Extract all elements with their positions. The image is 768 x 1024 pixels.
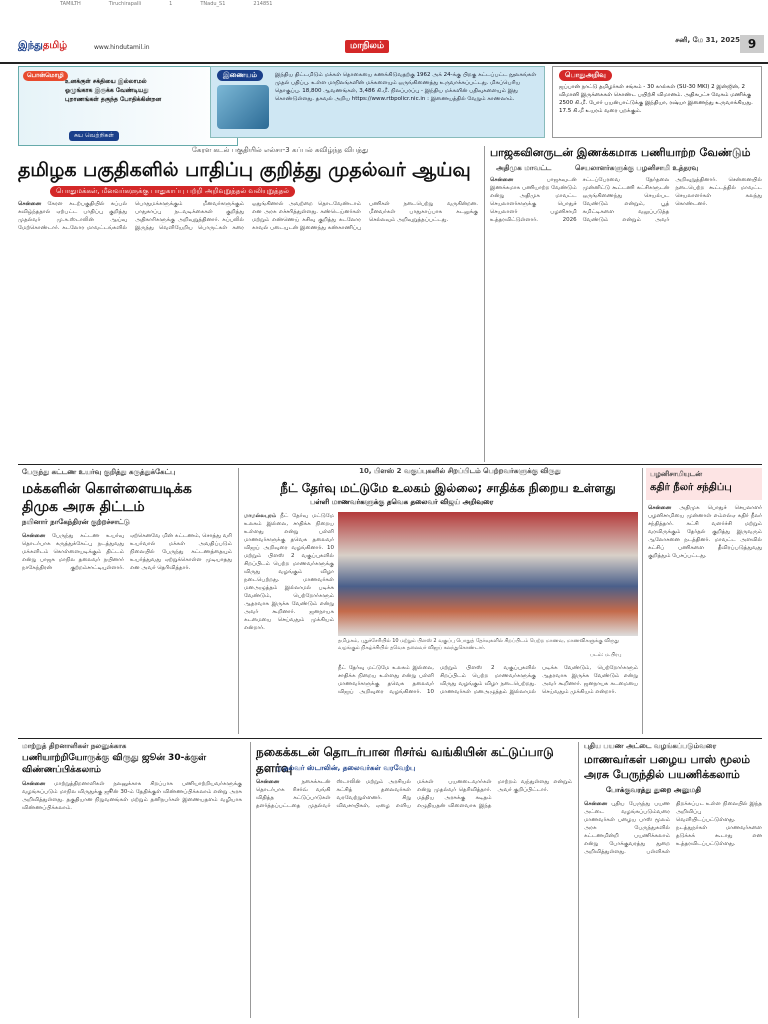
center-text-continued: நீட் தேர்வு மட்டுமே உலகம் இல்லை, சாதிக்க நிறைய உள்ளது என்று பள்ளி மாணவர்களுக்கு தவெக தலைவர் விஜய் அறிவுரை வழங்கினார். 10 மற்றும் பிளஸ் 2 வகுப்புகளில் சிறப்பிடம் பெற்ற மாணவர்களுக்கு விருது வழங்கும் விழா நடைபெற்றது. மாணவர்கள் மனஅழுத்தம் இல்லாமல் படிக்க வேண்டும், பெற்றோர்களும் ஆதரவாக இருக்க வேண்டும் என்று அவர் கூறினார். ஜனநாயக கடமையை செய்வதும் முக்கியம் என்றார்.: [338, 665, 638, 695]
right-top-text: பாஜகவுடன் இணக்கமாக பணியாற்ற வேண்டும் என்று அதிமுக மாவட்ட செயலாளர்களுக்கு பொதுச் செயலாளர் பழனிசாமி உத்தரவிட்டுள்ளார். 2026 சட்டப்பேரவை தேர்தலை முன்னிட்டு கூட்டணி கட்சிகளுடன் ஒருங்கிணைந்து செயல்பட வேண்டும் என்றும், பூத் கமிட்டிகளை வலுப்படுத்த வேண்டும் என்றும் அவர் அறிவுறுத்தினார். சென்னையில் நடைபெற்ற கூட்டத்தில் மாவட்ட செயலாளர்கள் கலந்து கொண்டனர்.: [490, 177, 762, 223]
page-number: 9: [740, 35, 764, 53]
bottom-right-text: புதிய பேருந்து பயண அட்டை வழங்கப்படும்வரை மாணவர்கள் பழைய பாஸ் மூலம் அரசு பேருந்துகளில் கட்டணமின்றி பயணிக்கலாம் என்று போக்குவரத்து துறை அறிவித்துள்ளது. பள்ளிகள் திறக்கப்பட உள்ள நிலையில் இந்த அறிவிப்பு வெளியிடப்பட்டுள்ளது. நடத்துநர்கள் மாணவர்களை தடுக்கக் கூடாது என உத்தரவிடப்பட்டுள்ளது.: [584, 801, 762, 855]
section-divider: [18, 464, 762, 465]
bottom-center-headline: நகைக்கடன் தொடர்பான ரிசர்வ் வங்கியின் கட்டுப்பாடு தளர்வு: [256, 745, 554, 775]
column-divider: [484, 146, 485, 462]
bottom-right-kicker: புதிய பயண அட்டை வழங்கப்படும்வரை: [584, 742, 717, 750]
slug-item: 214851: [253, 1, 273, 7]
right-mid-dateline: சென்னை: [648, 505, 672, 511]
lead-text: கேரள கடற்பகுதியில் கப்பல் கவிழ்ந்ததால் ஏற்பட்ட பாதிப்பு குறித்து முதல்வர் மு.க.ஸ்டாலின் ஆய்வு மேற்கொண்டார். கடலோர மாவட்டங்களில் பொதுமக்களுக்கும் மீனவர்களுக்கும் பாதுகாப்பு நடவடிக்கைகள் குறித்து அதிகாரிகளுக்கு அறிவுறுத்தினார். கப்பலில் இருந்து வெளியேறிய பொருட்கள் கரை ஒதுங்கினால் அவற்றை தொடவேண்டாம் என அரசு எச்சரித்துள்ளது. கண்டெய்னர்கள் மற்றும் எண்ணெய் கசிவு குறித்து கடலோர காவல் படையுடன் இணைந்து கண்காணிப்பு பணிகள் நடைபெற்று வருகின்றன. மீனவர்கள் பாதுகாப்பாக கடலுக்கு செல்லவும் அறிவுறுத்தப்பட்டது.: [18, 201, 478, 231]
quote-text: உனக்குள் சக்தியை இல்லாமல் ஓழுங்காக இருக்க வேண்டியது புறாணங்கள் தகுந்த போதிக்கின்றன: [65, 78, 162, 103]
slug-item: Tiruchirapalli: [108, 1, 142, 7]
column-divider: [578, 742, 579, 1018]
center-kicker: 10, பிளஸ் 2 வகுப்புகளில் சிறப்பிடம் பெற்றவர்களுக்கு விருது: [359, 467, 561, 475]
gk-box-title: பொதுஅறிவு: [559, 70, 612, 81]
center-headline: நீட் தேர்வு மட்டுமே உலகம் இல்லை; சாதிக்க நிறைய உள்ளது: [280, 481, 616, 495]
right-top-kicker-a: அதிமுக மாவட்ட: [496, 164, 552, 172]
bottom-center-text: நகைக்கடன் தொடர்பாக ரிசர்வ் வங்கி விதித்த கட்டுப்பாடுகள் தளர்த்தப்பட்டதை முதல்வர் ஸ்டாலின் மற்றும் அரசியல் கட்சித் தலைவர்கள் வரவேற்றுள்ளனர். சிறு விவசாயிகள், ஏழை எளிய மக்கள் பயனடைவார்கள் என்று முதல்வர் தெரிவித்தார். மத்திய அரசுக்கு கடிதம் எழுதியதன் விளைவாக இந்த மாற்றம் வந்துள்ளது என்றும் அவர் குறிப்பிட்டார்.: [256, 779, 572, 809]
website-illustration: [217, 85, 269, 129]
right-mid-headline: கதிர் நீலர் சந்திப்பு: [650, 482, 732, 493]
center-subheadline: பள்ளி மாணவர்களுக்கு தவெக தலைவர் விஜய் அறிவுரை: [310, 498, 494, 506]
issue-date: சனி, மே 31, 2025: [675, 36, 740, 44]
photo-credit: படம்: ம.பிரபு: [590, 652, 622, 658]
left-mid-kicker: பேருந்து கட்டண உயர்வு குறித்து கருத்துக்கேட்பு: [22, 468, 176, 476]
section-label: மாநிலம்: [345, 40, 389, 53]
slug-item: TNadu_S1: [200, 1, 226, 7]
photo-caption: தமிழகம், புதுச்சேரியில் 10 மற்றும் பிளஸ் 2 வகுப்பு பொதுத் தேர்வுகளில் சிறப்பிடம் பெற்ற மாணவ, மாணவிகளுக்கு விருது வழங்கும் நிகழ்ச்சியில் தவெக தலைவர் விஜய் கலந்துகொண்டார்.: [338, 638, 619, 651]
left-mid-dateline: சென்னை: [22, 533, 46, 539]
gk-box-text: ஜப்பான் நாட்டு தமிழர்கள் சங்கம் - 30 கால்கள் (SU-30 MKI) 2 இன்ஜின், 2 விமானி இருக்கைகள் கொண்ட பயிற்சி விமானம். அதிகபட்ச வேகம் மணிக்கு 2500 கி.மீ. போர் பயன்பாட்டுக்கு இந்தியா, ரஷ்யா இணைந்து உருவாக்கியது. 17.5 கி.மீ உயரம் வரை பறக்கும்.: [559, 84, 753, 114]
center-body-lead: [244, 512, 334, 738]
bottom-right-body: [584, 800, 762, 1016]
center-text: நீட் தேர்வு மட்டுமே உலகம் இல்லை, சாதிக்க நிறைய உள்ளது என்று பள்ளி மாணவர்களுக்கு தவெக தலைவர் விஜய் அறிவுரை வழங்கினார். 10 மற்றும் பிளஸ் 2 வகுப்புகளில் சிறப்பிடம் பெற்ற மாணவர்களுக்கு விருது வழங்கும் விழா நடைபெற்றது. மாணவர்கள் மனஅழுத்தம் இல்லாமல் படிக்க வேண்டும், பெற்றோர்களும் ஆதரவாக இருக்க வேண்டும் என்று அவர் கூறினார். ஜனநாயக கடமையை செய்வதும் முக்கியம் என்றார்.: [244, 513, 334, 631]
lead-subheadline: பொதுமக்கள், மீனவர்களுக்கு பாதுகாப்பு பற்றி அறிவுறுத்தல் வலியுறுத்தல்: [50, 186, 295, 197]
lead-dateline: சென்னை: [18, 201, 42, 207]
left-mid-body: [22, 532, 232, 732]
bottom-left-body: [22, 780, 242, 1016]
right-mid-text: அதிமுக பொதுச் செயலாளர் பழனிசாமியை முன்னாள் எம்எல்ஏ கதிர் நீலர் சந்தித்தார். கட்சி வளர்ச்சி மற்றும் வரவிருக்கும் தேர்தல் குறித்து இருவரும் ஆலோசனை நடத்தினர். மாவட்ட அளவில் கட்சிப் பணிகளை தீவிரப்படுத்துவது குறித்தும் பேசப்பட்டது.: [648, 505, 762, 559]
internet-info-box: [210, 66, 545, 138]
bottom-left-dateline: சென்னை: [22, 781, 46, 787]
column-divider: [238, 468, 239, 734]
section-divider: [18, 738, 762, 739]
column-divider: [642, 468, 643, 734]
slug-item: TAMILTH: [60, 1, 81, 7]
bottom-center-subheadline: முதல்வர் ஸ்டாலின், தலைவர்கள் வரவேற்பு: [276, 764, 416, 772]
internet-box-text: இந்திய திட்டமிடும் மக்கள் தொகையை கணக்கிடுவதற்கு 1962 அக் 24-க்கு பிறகு கட்டப்பட்ட நூலகங்கள் முதல் பதிப்பு. உள்ள மாநிலங்களின் மக்களையும் ஒருங்கிணைத்து உருவாக்கப்பட்டது. மிகப்பெரிய தொகுப்பு. 18,800 ஆவணங்கள், 3,486 கி.மீ. நிலப்பரப்பு - இந்திய மக்களின் பதிவுகளையும் இது கொண்டுள்ளது. தகவல் அறிய https://www.rtbpolicr.nic.in : இணையத்தில் வேறும் காணலாம்.: [275, 72, 537, 102]
bottom-right-dateline: சென்னை: [584, 801, 608, 807]
column-divider: [250, 742, 251, 1018]
right-top-headline: பாஜகவினருடன் இணக்கமாக பணியாற்ற வேண்டும்: [490, 146, 751, 159]
center-body-cont: [338, 664, 638, 734]
bottom-right-subheadline: போக்குவரத்து துறை அனுமதி: [606, 786, 702, 794]
right-top-body: [490, 176, 762, 462]
website-url[interactable]: www.hindutamil.in: [94, 44, 150, 51]
slug-item: 1: [169, 1, 173, 7]
newspaper-logo: இந்துதமிழ்: [18, 40, 68, 51]
quote-source-label: சுய வெற்றிகள்: [69, 131, 119, 141]
right-top-kicker-b: செயலாளர்களுக்கு பழனிசாமி உத்தரவு: [575, 164, 699, 172]
left-mid-text: பேருந்து கட்டண உயர்வு தொடர்பாக கருத்துக்கேட்பு நடத்துவது மக்களிடம் கொள்ளையடிக்கும் திட்டம் என்று பாஜக மாநில தலைவர் நயினார் நாகேந்திரன் குற்றம்சாட்டியுள்ளார். ஏற்கெனவே மின் கட்டணம், சொத்து வரி உயர்வால் மக்கள் அவதிப்படும் நிலையில் பேருந்து கட்டணத்தையும் உயர்த்துவது ஏற்றுக்கொள்ள முடியாதது என அவர் தெரிவித்தார்.: [22, 533, 232, 571]
print-slug: [0, 0, 768, 8]
lead-headline: தமிழக பகுதிகளில் பாதிப்பு குறித்து முதல்வர் ஆய்வு: [18, 159, 471, 181]
bottom-center-body: [256, 778, 572, 1016]
bottom-left-kicker: மாற்றுத் திறனாளிகள் நலனுக்காக: [22, 742, 127, 750]
left-mid-headline: மக்களின் கொள்ளையடிக்க திமுக அரசு திட்டம்: [22, 481, 192, 515]
internet-box-title: இணையம்: [217, 70, 263, 81]
bottom-right-headline: மாணவர்கள் பழைய பாஸ் மூலம் அரசு பேருந்தில் பயணிக்கலாம்: [584, 753, 751, 781]
bottom-left-text: மாற்றுத்திறனாளிகள் நலனுக்காக சிறப்பாக பணியாற்றியவர்களுக்கு வழங்கப்படும் மாநில விருதுக்கு ஜூன் 30-ம் தேதிக்குள் விண்ணப்பிக்கலாம் என்று அரசு அறிவித்துள்ளது. தகுதியான நிறுவனங்கள் மற்றும் தனிநபர்கள் இணையதளம் வழியாக விண்ணப்பிக்கலாம்.: [22, 781, 242, 811]
general-knowledge-box: [552, 66, 762, 138]
lead-kicker: கேரள கடல் பகுதியில் எல்சா-3 கப்பல் கவிழ்ந்த விபத்து: [191, 146, 369, 154]
event-photo: [338, 512, 638, 636]
right-top-dateline: சென்னை: [490, 177, 514, 183]
center-dateline: மாமல்லபுரம்: [244, 513, 277, 519]
bottom-left-headline: பணியாற்றியோருக்கு விருது ஜூன் 30-க்குள் விண்ணப்பிக்கலாம்: [22, 753, 207, 775]
quote-box: [18, 66, 238, 146]
quote-badge: பொன்மொழி: [23, 71, 68, 81]
bottom-center-dateline: சென்னை: [256, 779, 280, 785]
lead-body: [18, 200, 478, 462]
right-mid-body: [648, 504, 762, 734]
left-mid-subheadline: நயினார் நாகேந்திரன் குற்றச்சாட்டு: [22, 518, 130, 526]
right-mid-kicker: பழனிசாமியுடன்: [650, 470, 703, 478]
